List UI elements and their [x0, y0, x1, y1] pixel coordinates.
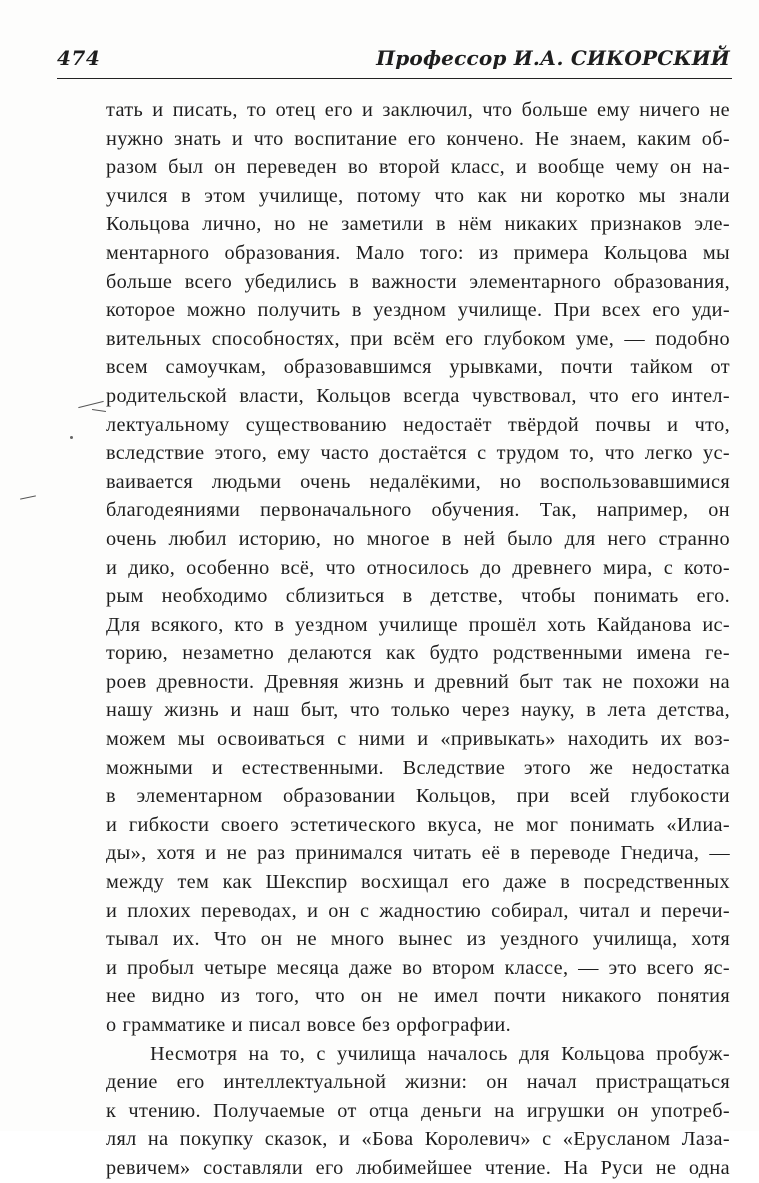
margin-pencil-dot — [70, 436, 73, 439]
text-line: к чтению. Получаемые от отца деньги на игрушки он употреб- — [106, 1099, 730, 1122]
text-line: разом был он переведен во второй класс, и вообще чему он на- — [106, 156, 730, 179]
text-line: Кольцова лично, но не заметили в нём никаких признаков эле- — [106, 213, 730, 236]
text-line: благодеяниями первоначального обучения. Так, например, он — [106, 499, 730, 522]
text-line: тывал их. Что он не много вынес из уездного училища, хотя — [106, 928, 730, 951]
text-line: между тем как Шекспир восхищал его даже в посредственных — [106, 871, 730, 894]
text-line: и плохих переводах, и он с жадностию собирал, читал и перечи- — [106, 899, 730, 922]
body-text — [106, 96, 730, 1183]
margin-pencil-mark — [92, 409, 106, 412]
text-line: учился в этом училище, потому что как ни коротко мы знали — [106, 184, 730, 207]
text-line: и гибкости своего эстетического вкуса, не мог понимать «Илиа- — [106, 813, 730, 836]
text-line: ваивается людьми очень недалёкими, но воспользовавшимися — [106, 470, 730, 493]
text-line: торию, незаметно делаются как будто родственными имена ге- — [106, 642, 730, 665]
paragraph — [106, 1040, 730, 1183]
text-line: можными и естественными. Вследствие этого же недостатка — [106, 756, 730, 779]
page-header — [57, 44, 732, 84]
text-line: Несмотря на то, с училища началось для Кольцова пробуж- — [150, 1042, 730, 1065]
text-line: и пробыл четыре месяца даже во втором классе, — это всего яс- — [106, 956, 730, 979]
text-line: лял на покупку сказок, и «Бова Королевич» с «Еруcланом Лаза- — [106, 1128, 730, 1151]
text-line: нашу жизнь и наш быт, что только через науку, в лета детства, — [106, 699, 730, 722]
margin-pencil-mark — [78, 401, 103, 408]
text-line: вительных способностях, при всём его глубоком уме, — подобно — [106, 327, 730, 350]
text-line: Для всякого, кто в уездном училище прошёл хоть Кайданова ис- — [106, 613, 730, 636]
text-line: вследствие этого, ему часто достаётся с трудом то, что легко ус- — [106, 442, 730, 465]
header-rule — [57, 78, 732, 79]
running-head: Профессор И.А. СИКОРСКИЙ — [376, 46, 730, 70]
text-line: родительской власти, Кольцов всегда чувствовал, что его интел- — [106, 384, 730, 407]
margin-pencil-mark — [20, 495, 36, 499]
text-line: нужно знать и что воспитание его кончено. Не знаем, каким об- — [106, 127, 730, 150]
text-line: которое можно получить в уездном училище. При всех его уди- — [106, 299, 730, 322]
text-line: ментарного образования. Мало того: из примера Кольцова мы — [106, 241, 730, 264]
text-line: дение его интеллектуальной жизни: он начал пристращаться — [106, 1071, 730, 1094]
paragraph — [106, 96, 730, 1040]
text-line: в элементарном образовании Кольцов, при всей глубокости — [106, 785, 730, 808]
text-line: тать и писать, то отец его и заключил, что больше ему ничего не — [106, 99, 730, 121]
text-line: всем самоучкам, образовавшимся урывками, почти тайком от — [106, 356, 730, 379]
text-line: роев древности. Древняя жизнь и древний быт так не похожи на — [106, 670, 730, 693]
text-line: можем мы освоиваться с ними и «привыкать» находить их воз- — [106, 728, 730, 751]
text-line: лектуальному существованию недостаёт твёрдой почвы и что, — [106, 413, 730, 436]
text-line: о грамматике и писал вовсе без орфографии. — [106, 1014, 512, 1036]
text-line: рым необходимо сблизиться в детстве, чтобы понимать его. — [106, 585, 730, 608]
text-line: больше всего убедились в важности элементарного образования, — [106, 270, 730, 293]
text-line: нее видно из того, что он не имел почти никакого понятия — [106, 985, 730, 1008]
page-number: 474 — [57, 46, 101, 70]
text-line: очень любил историю, но многое в ней было для него странно — [106, 527, 730, 550]
text-line: ревичем» составляли его любимейшее чтение. На Руси не одна — [106, 1156, 730, 1179]
text-line: ды», хотя и не раз принимался читать её в переводе Гнедича, — — [106, 842, 730, 865]
text-line: и дико, особенно всё, что относилось до древнего мира, с кото- — [106, 556, 730, 579]
